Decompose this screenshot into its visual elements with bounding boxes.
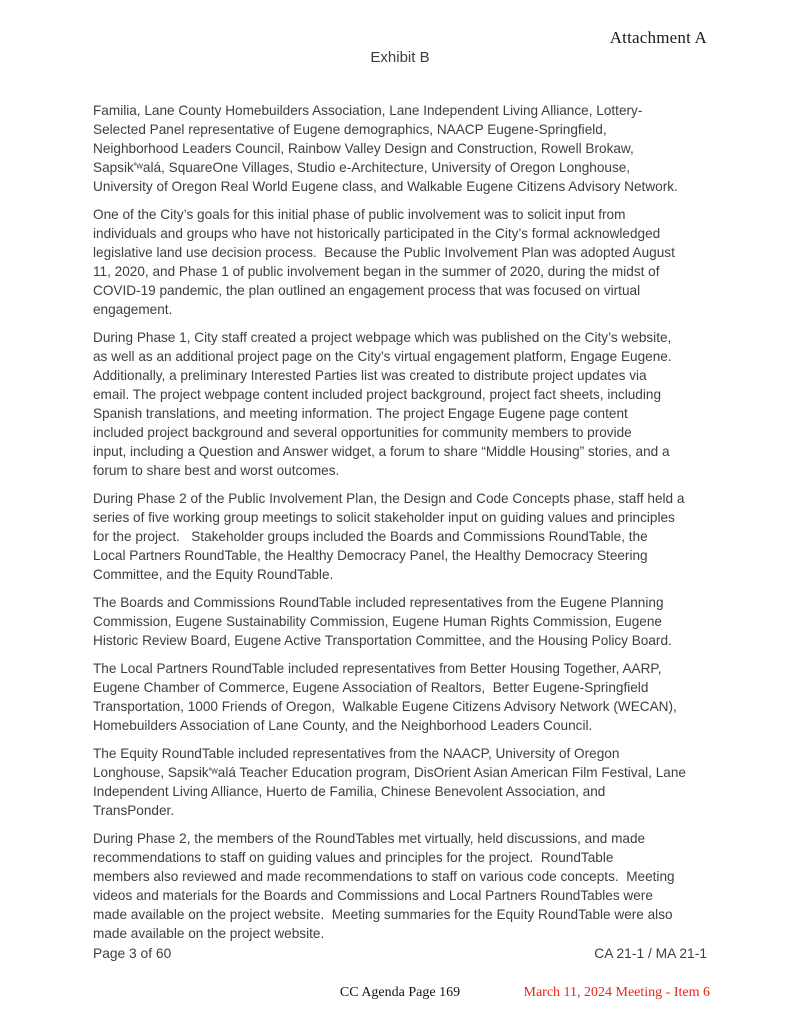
body-line: made available on the project website.	[93, 926, 325, 941]
document-body	[93, 101, 733, 952]
body-line: COVID-19 pandemic, the plan outlined an engagement process that was focused on virtual	[93, 283, 641, 298]
body-line: videos and materials for the Boards and Commissions and Local Partners RoundTables were	[93, 888, 653, 903]
body-line: Sapsik'ʷalá, SquareOne Villages, Studio e-Architecture, University of Oregon Longhouse,	[93, 160, 631, 175]
body-line: During Phase 1, City staff created a project webpage which was published on the City’s website,	[93, 330, 672, 345]
body-line: made available on the project website. Meeting summaries for the Equity RoundTable were also	[93, 907, 673, 922]
body-line: Longhouse, Sapsik'ʷalá Teacher Education program, DisOrient Asian American Film Festival, Lane	[93, 765, 686, 780]
body-line: included project background and several opportunities for community members to provide	[93, 425, 632, 440]
body-line: members also reviewed and made recommendations to staff on various code concepts. Meeting	[93, 869, 675, 884]
paragraph	[93, 205, 733, 319]
body-line: recommendations to staff on guiding values and principles for the project. RoundTable	[93, 850, 614, 865]
body-line: forum to share best and worst outcomes.	[93, 463, 340, 478]
body-line: The Local Partners RoundTable included representatives from Better Housing Together, AARP,	[93, 661, 662, 676]
body-line: 11, 2020, and Phase 1 of public involvement began in the summer of 2020, during the midst of	[93, 264, 660, 279]
body-line: Commission, Eugene Sustainability Commission, Eugene Human Rights Commission, Eugene	[93, 614, 662, 629]
body-line: input, including a Question and Answer widget, a forum to share “Middle Housing” stories, and a	[93, 444, 670, 459]
body-line: During Phase 2, the members of the RoundTables met virtually, held discussions, and made	[93, 831, 646, 846]
paragraph	[93, 328, 733, 480]
agenda-page-stamp: CC Agenda Page 169	[339, 985, 461, 1000]
body-line: One of the City’s goals for this initial phase of public involvement was to solicit input from	[93, 207, 626, 222]
body-line: series of five working group meetings to solicit stakeholder input on guiding values and principles	[93, 510, 675, 525]
body-line: legislative land use decision process. Because the Public Involvement Plan was adopted August	[93, 245, 675, 260]
body-line: Transportation, 1000 Friends of Oregon, Walkable Eugene Citizens Advisory Network (WECAN),	[93, 699, 677, 714]
body-line: University of Oregon Real World Eugene class, and Walkable Eugene Citizens Advisory Network.	[93, 179, 678, 194]
attachment-label: Attachment A	[609, 28, 707, 47]
paragraph	[93, 101, 733, 196]
body-line: Familia, Lane County Homebuilders Association, Lane Independent Living Alliance, Lottery-	[93, 103, 643, 118]
paragraph	[93, 744, 733, 820]
paragraph	[93, 659, 733, 735]
body-line: engagement.	[93, 302, 173, 317]
body-line: Selected Panel representative of Eugene demographics, NAACP Eugene-Springfield,	[93, 122, 607, 137]
body-line: individuals and groups who have not historically participated in the City’s formal acknowledged	[93, 226, 661, 241]
body-line: for the project. Stakeholder groups included the Boards and Commissions RoundTable, the	[93, 529, 648, 544]
body-line: TransPonder.	[93, 803, 175, 818]
paragraph	[93, 593, 733, 650]
page-footer	[93, 946, 707, 961]
body-line: as well as an additional project page on the City’s virtual engagement platform, Engage Eugene.	[93, 349, 672, 364]
case-reference: CA 21-1 / MA 21-1	[594, 946, 707, 961]
body-line: Local Partners RoundTable, the Healthy Democracy Panel, the Healthy Democracy Steering	[93, 548, 648, 563]
page-number: Page 3 of 60	[93, 946, 172, 961]
body-line: Independent Living Alliance, Huerto de Familia, Chinese Benevolent Association, and	[93, 784, 606, 799]
body-line: The Boards and Commissions RoundTable included representatives from the Eugene Planning	[93, 595, 664, 610]
body-line: Committee, and the Equity RoundTable.	[93, 567, 334, 582]
body-line: Neighborhood Leaders Council, Rainbow Valley Design and Construction, Rowell Brokaw,	[93, 141, 634, 156]
agenda-stamp-row	[0, 985, 800, 1005]
paragraph	[93, 829, 733, 943]
body-line: Additionally, a preliminary Interested Parties list was created to distribute project updates via	[93, 368, 647, 383]
body-line: Spanish translations, and meeting information. The project Engage Eugene page content	[93, 406, 628, 421]
body-line: Homebuilders Association of Lane County, and the Neighborhood Leaders Council.	[93, 718, 593, 733]
body-line: The Equity RoundTable included representatives from the NAACP, University of Oregon	[93, 746, 620, 761]
paragraph	[93, 489, 733, 584]
body-line: Eugene Chamber of Commerce, Eugene Association of Realtors, Better Eugene-Springfield	[93, 680, 649, 695]
exhibit-label: Exhibit B	[370, 49, 430, 66]
body-line: email. The project webpage content included project background, project fact sheets, including	[93, 387, 662, 402]
meeting-reference: March 11, 2024 Meeting - Item 6	[523, 985, 710, 1000]
body-line: During Phase 2 of the Public Involvement Plan, the Design and Code Concepts phase, staff held a	[93, 491, 685, 506]
body-line: Historic Review Board, Eugene Active Transportation Committee, and the Housing Policy Board.	[93, 633, 672, 648]
